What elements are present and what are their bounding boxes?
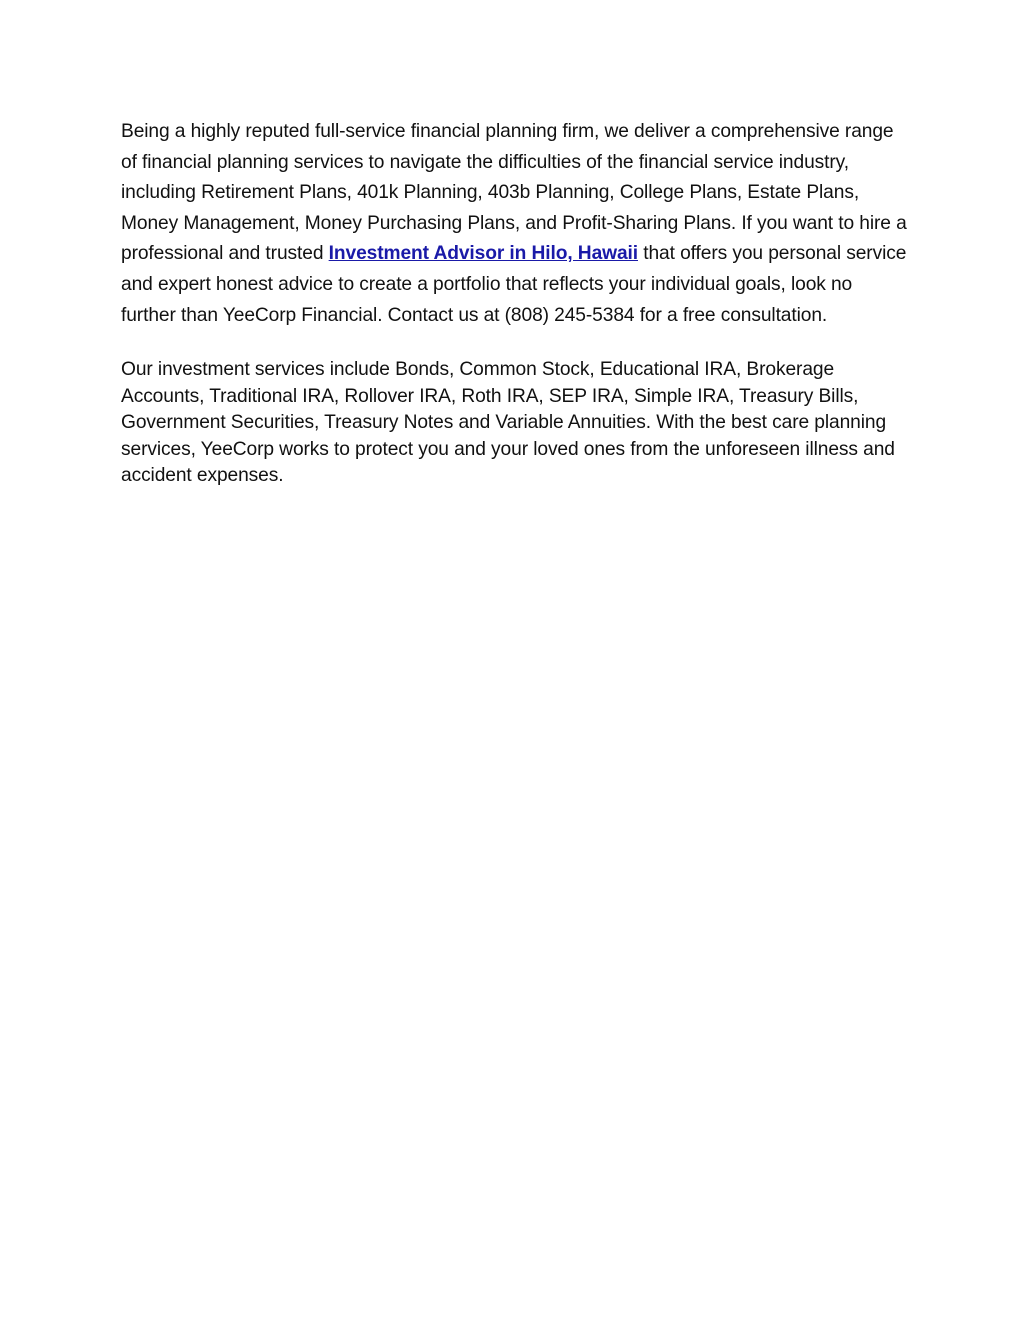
paragraph-intro [121,117,911,331]
paragraph-services: Our investment services include Bonds, Common Stock, Educational IRA, Brokerage Accounts, Traditional IRA, Rollover IRA, Roth IRA, SEP IRA, Simple IRA, Treasury Bills, Government Securities, Treasury Notes and Variable Annuities. With the best care planning services, YeeCorp works to protect you and your loved ones from the unforeseen illness and accident expenses. [121,359,895,487]
paragraph-intro-text-start: Being a highly reputed full-service financial planning firm, we deliver a comprehensive range of financial planning services to navigate the difficulties of the financial service industry, including Retirement Plans, 401k Planning, 403b Planning, College Plans, Estate Plans, Money Management, Money Purchasing Plans, and Profit-Sharing Plans. If you want to hire a professional and trusted [121,121,907,265]
investment-advisor-link[interactable]: Investment Advisor in Hilo, Hawaii [328,243,638,265]
paragraph-intro-text-end: that offers you personal service and expert honest advice to create a portfolio that reflects your individual goals, look no further than YeeCorp Financial. Contact us at (808) 245-5384 for a free consultation. [121,243,907,326]
document-body [121,117,911,490]
